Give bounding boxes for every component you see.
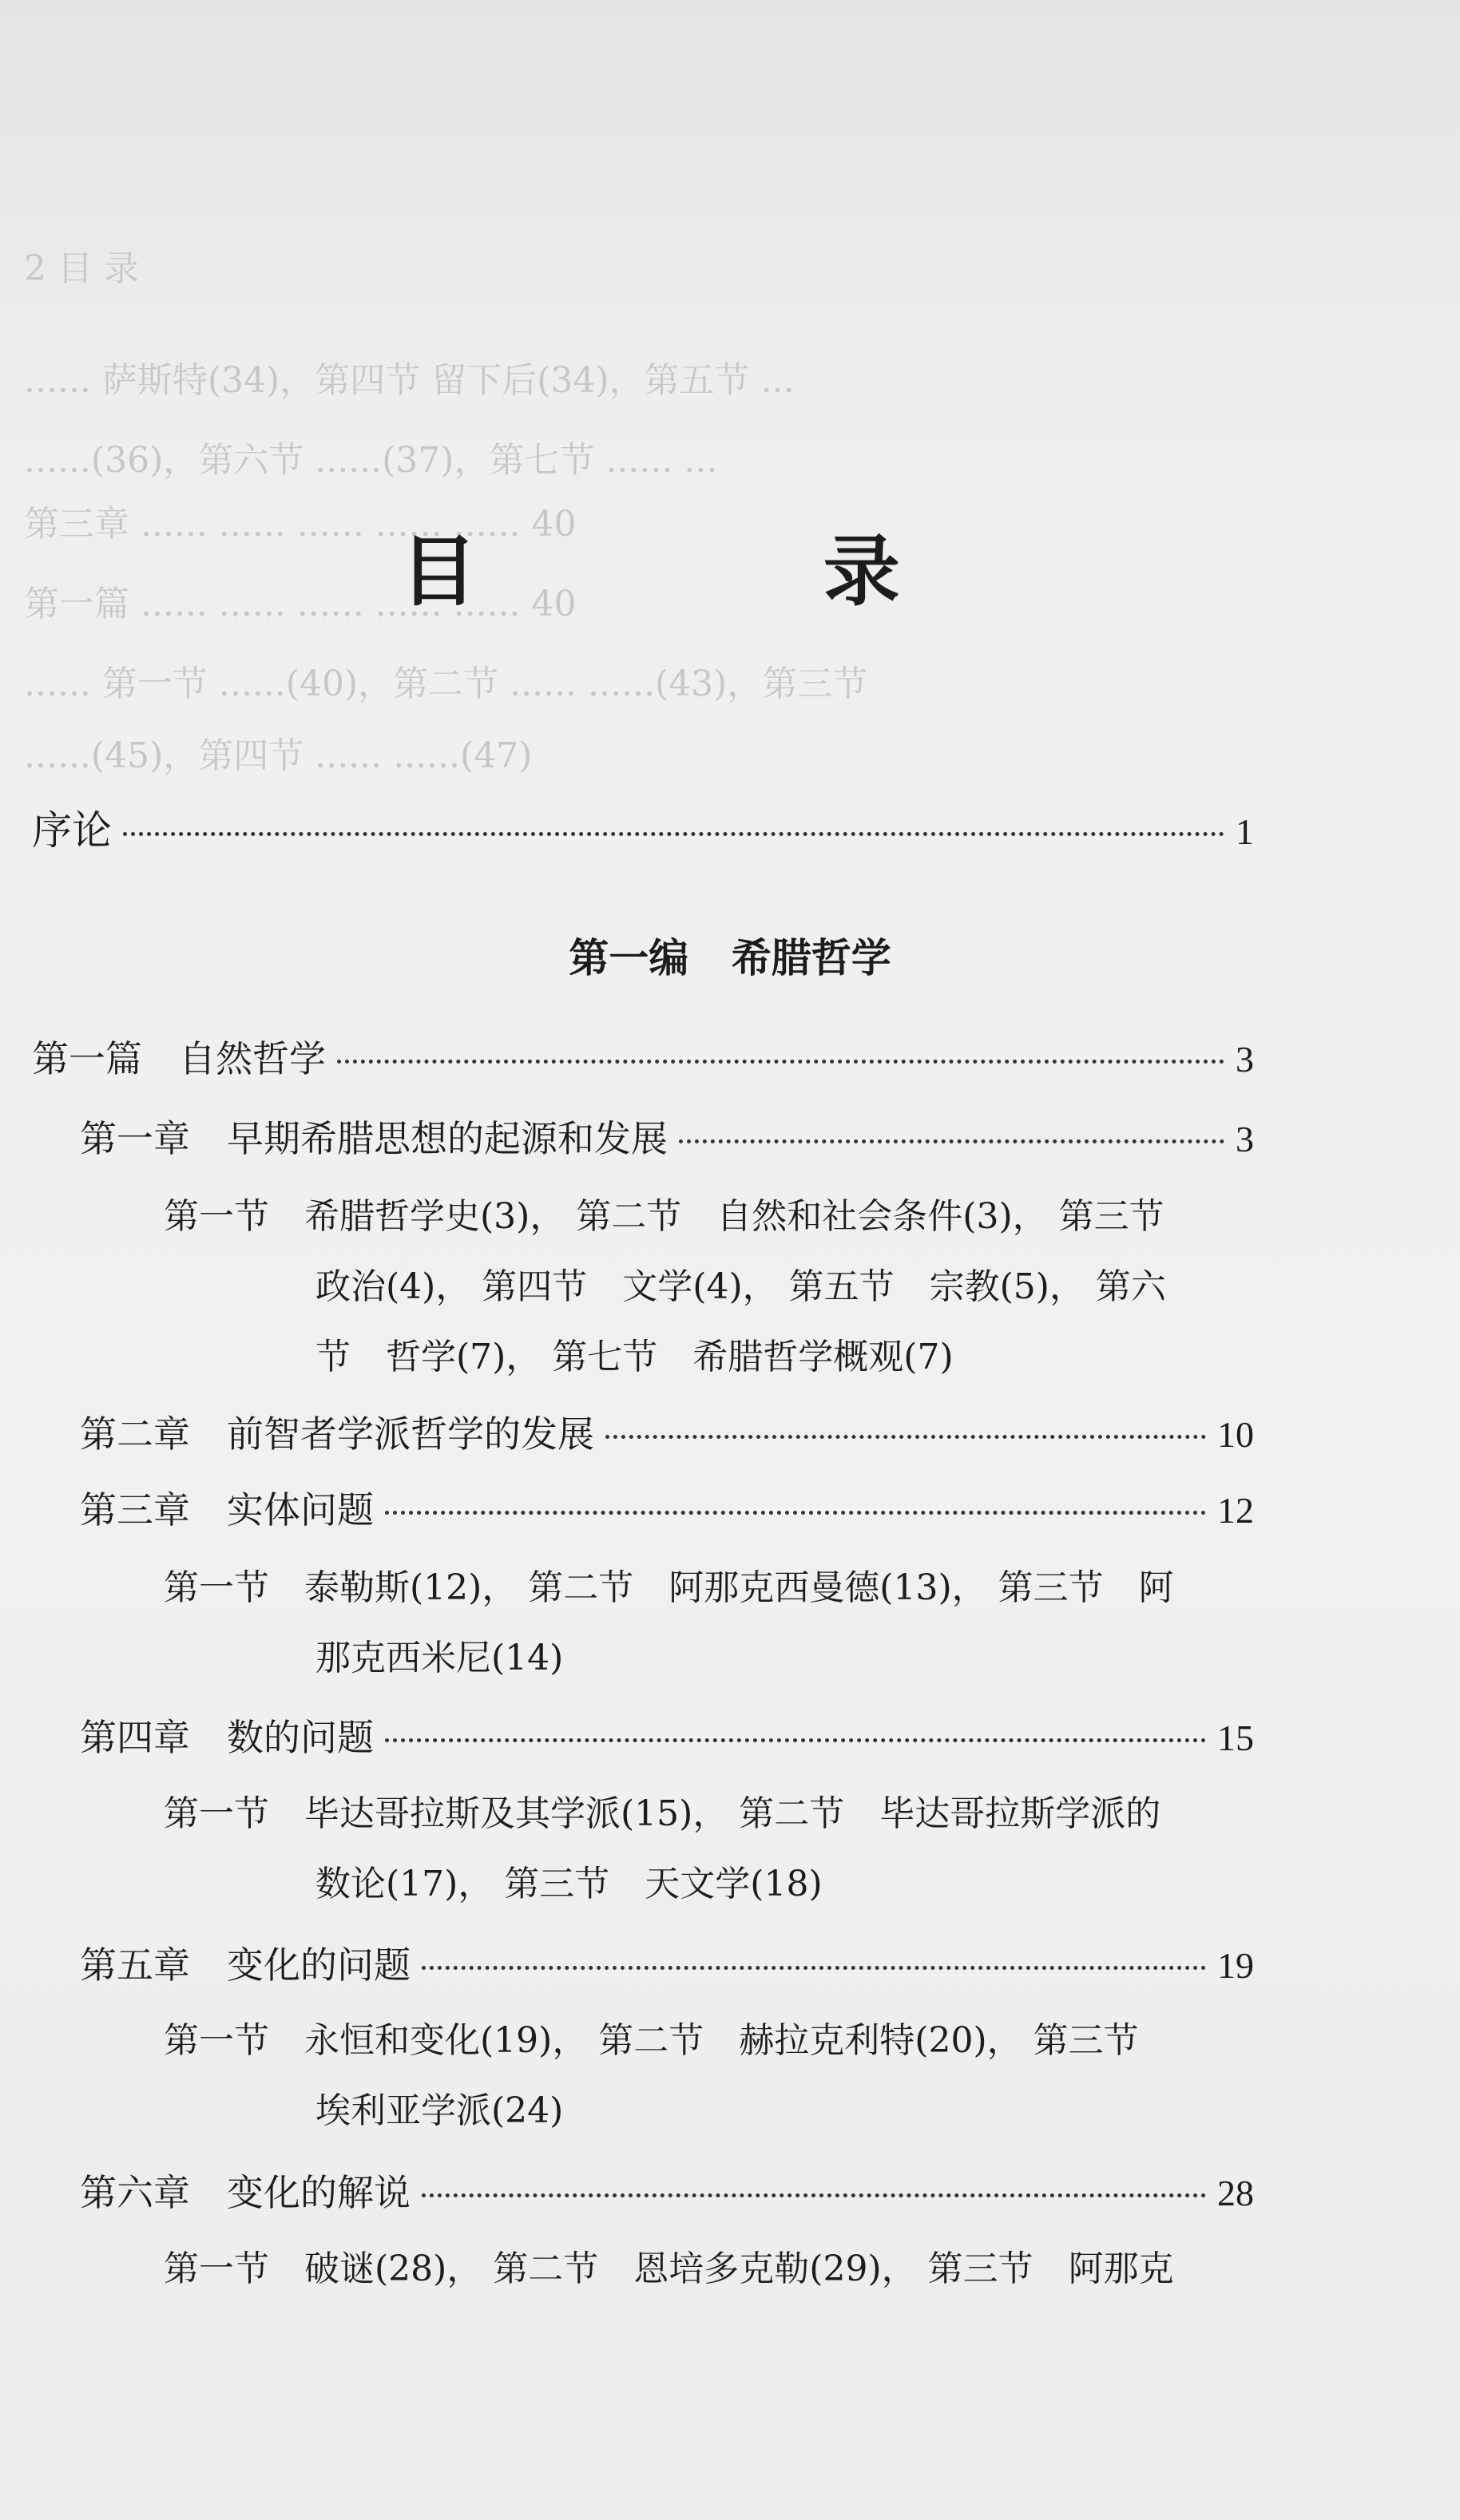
toc-entry-chapter-2[interactable] [80, 1405, 1254, 1458]
part-label: 第一编 [569, 935, 689, 981]
dot-leader [123, 832, 1224, 836]
toc-page-number: 12 [1217, 1490, 1254, 1531]
dot-leader [679, 1139, 1224, 1143]
dot-leader [385, 1738, 1206, 1742]
toc-page-number: 28 [1217, 2173, 1254, 2213]
toc-label: 第二章 前智者学派哲学的发展 [80, 1413, 594, 1456]
toc-label: 第一篇 自然哲学 [32, 1037, 326, 1080]
section-line: 节 哲学(7)， 第七节 希腊哲学概观(7) [315, 1337, 954, 1377]
bleed-through-line: ......(36)，第六节 ......(37)，第七节 ...... ... [24, 440, 718, 481]
toc-entry-chapter-1[interactable] [80, 1110, 1254, 1163]
section-line: 第一节 希腊哲学史(3)， 第二节 自然和社会条件(3)， 第三节 [164, 1196, 1164, 1237]
toc-entry-preface[interactable] [32, 798, 1254, 856]
toc-page-number: 3 [1236, 1119, 1254, 1159]
section-line: 政治(4)， 第四节 文学(4)， 第五节 宗教(5)， 第六 [315, 1266, 1166, 1307]
section-line: 第一节 永恒和变化(19)， 第二节 赫拉克利特(20)， 第三节 [164, 2020, 1139, 2061]
toc-label: 第三章 实体问题 [80, 1488, 374, 1531]
dot-leader [337, 1060, 1224, 1064]
section-line: 埃利亚学派(24) [315, 2090, 564, 2131]
toc-entry-part[interactable] [32, 1030, 1254, 1083]
toc-label: 序论 [32, 807, 112, 854]
section-line: 第一节 泰勒斯(12)， 第二节 阿那克西曼德(13)， 第三节 阿 [164, 1567, 1174, 1608]
section-line: 那克西米尼(14) [315, 1638, 564, 1678]
part-heading [0, 926, 1460, 984]
toc-page-number: 3 [1236, 1039, 1254, 1080]
part-name: 希腊哲学 [731, 935, 891, 981]
dot-leader [422, 1966, 1206, 1970]
bleed-through-line: 第一篇 ...... ...... ...... ...... ...... 40 [24, 584, 577, 624]
bleed-through-line: ...... 萨斯特(34)，第四节 留下后(34)，第五节 ... [24, 360, 795, 401]
toc-label: 第一章 早期希腊思想的起源和发展 [80, 1117, 668, 1160]
toc-entry-chapter-4[interactable] [80, 1709, 1254, 1761]
page-title: 目 录 [400, 527, 1060, 616]
toc-entry-chapter-3[interactable] [80, 1481, 1254, 1534]
bleed-through-line: ......(45)，第四节 ...... ......(47) [24, 735, 533, 776]
section-line: 第一节 破谜(28)， 第二节 恩培多克勒(29)， 第三节 阿那克 [164, 2249, 1174, 2289]
toc-label: 第五章 变化的问题 [80, 1943, 411, 1987]
section-line: 数论(17)， 第三节 天文学(18) [315, 1864, 823, 1904]
toc-label: 第六章 变化的解说 [80, 2171, 411, 2214]
dot-leader [385, 1511, 1206, 1515]
toc-entry-chapter-5[interactable] [80, 1936, 1254, 1989]
section-line: 第一节 毕达哥拉斯及其学派(15)， 第二节 毕达哥拉斯学派的 [164, 1793, 1161, 1834]
bleed-through-line: 第三章 ...... ...... ...... ...... ...... 40 [24, 504, 577, 545]
toc-page-number: 15 [1217, 1718, 1254, 1758]
dot-leader [605, 1435, 1206, 1439]
toc-page-number: 19 [1217, 1945, 1254, 1986]
dot-leader [422, 2193, 1206, 2197]
toc-page-number: 10 [1217, 1414, 1254, 1455]
bleed-through-line: ...... 第一节 ......(40)，第二节 ...... ......(43)，第三节 [24, 664, 868, 704]
toc-entry-chapter-6[interactable] [80, 2164, 1254, 2217]
bleed-through-line: 2 目 录 [24, 248, 139, 289]
toc-label: 第四章 数的问题 [80, 1716, 374, 1759]
toc-page-number: 1 [1236, 811, 1254, 852]
